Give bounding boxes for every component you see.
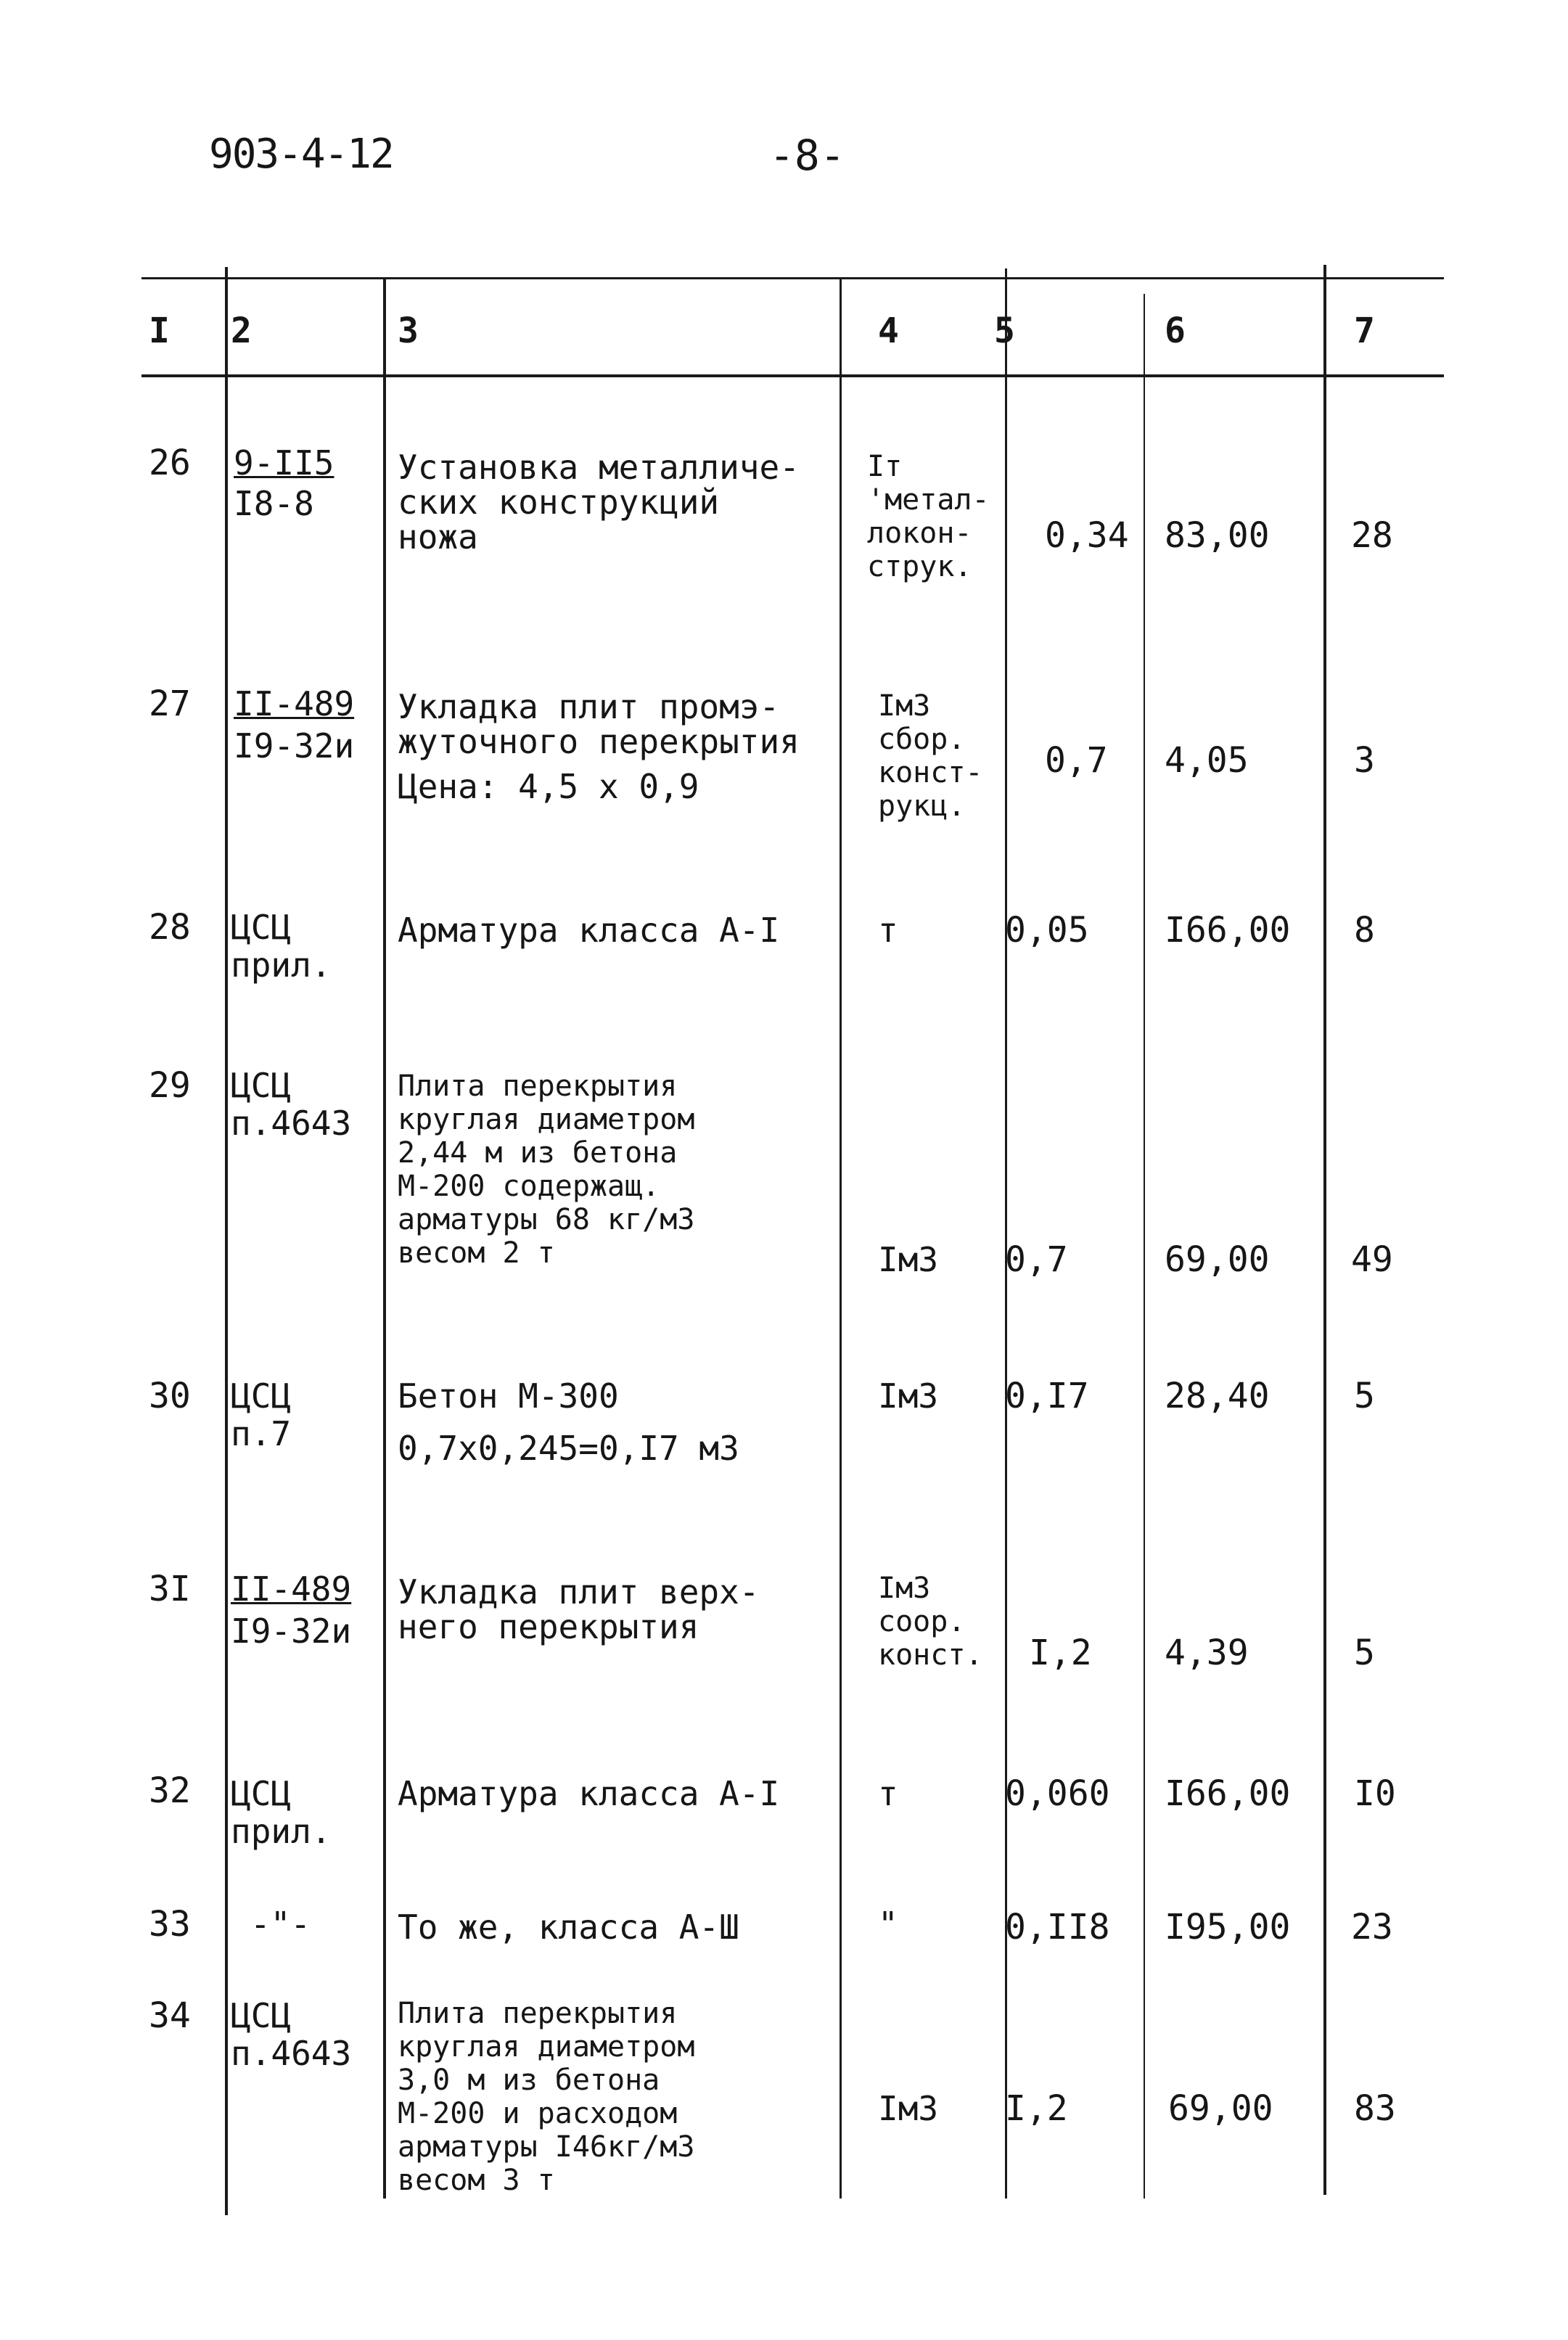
- col-header-1: I: [149, 311, 170, 351]
- norm-code-top: ЦСЦ: [231, 1996, 292, 2035]
- quantity: 0,060: [1005, 1773, 1110, 1814]
- work-description: Арматура класса А-I: [398, 911, 780, 950]
- row-number: 34: [149, 1995, 191, 2036]
- unit: ": [878, 1905, 898, 1944]
- unit: IмЗ: [878, 2089, 939, 2128]
- unit: IмЗ: [878, 1376, 939, 1416]
- total-cost: 83: [1354, 2088, 1396, 2129]
- unit-price: 69,00: [1165, 1239, 1270, 1280]
- quantity: 0,05: [1005, 910, 1089, 951]
- norm-code-top: ЦСЦ: [231, 1774, 292, 1813]
- quantity: I,2: [1005, 2088, 1068, 2129]
- quantity: 0,I7: [1005, 1376, 1089, 1416]
- col-header-3: 3: [398, 311, 419, 351]
- norm-code-bottom: прил.: [231, 1812, 332, 1851]
- header-bottom-rule: [141, 374, 1444, 377]
- norm-code-top: II-489: [231, 1569, 352, 1609]
- unit-price: 28,40: [1165, 1376, 1270, 1416]
- unit-price: 4,39: [1165, 1633, 1249, 1673]
- col-header-2: 2: [231, 311, 252, 351]
- norm-code-top: -"-: [250, 1905, 311, 1944]
- row-number: 28: [149, 907, 191, 948]
- unit-price: I66,00: [1165, 1773, 1291, 1814]
- col-divider-2: [383, 279, 386, 2199]
- col-header-4: 4: [878, 311, 899, 351]
- unit-price: 83,00: [1165, 515, 1270, 556]
- row-number: 29: [149, 1065, 191, 1106]
- unit: Iт 'метал- локон- струк.: [867, 450, 990, 583]
- norm-code-bottom: I8-8: [234, 484, 314, 523]
- norm-code-bottom: I9-32и: [231, 1612, 352, 1651]
- top-rule: [141, 277, 1444, 279]
- total-cost: 5: [1354, 1376, 1375, 1416]
- total-cost: 5: [1354, 1633, 1375, 1673]
- norm-code-bottom: п.7: [231, 1414, 292, 1453]
- norm-code-top: II-489: [234, 684, 355, 723]
- norm-code-top: ЦСЦ: [231, 908, 292, 947]
- row-number: 26: [149, 443, 191, 483]
- unit: т: [878, 1774, 898, 1813]
- unit: т: [878, 911, 898, 950]
- page-number: -8-: [769, 131, 845, 180]
- col-divider-6: [1323, 265, 1326, 2195]
- row-number: 33: [149, 1904, 191, 1945]
- col-divider-3: [840, 279, 842, 2199]
- total-cost: 3: [1354, 740, 1375, 781]
- col-header-5: 5: [994, 311, 1015, 351]
- col-header-6: 6: [1165, 311, 1186, 351]
- total-cost: 8: [1354, 910, 1375, 951]
- work-description: То же, класса А-Ш: [398, 1908, 739, 1947]
- unit: IмЗ сбор. конст- рукц.: [878, 689, 983, 823]
- row-number: 32: [149, 1770, 191, 1811]
- unit-price: I66,00: [1165, 910, 1291, 951]
- norm-code-bottom: I9-32и: [234, 726, 355, 765]
- col-divider-5: [1144, 294, 1145, 2199]
- unit-price: I95,00: [1165, 1907, 1291, 1947]
- work-description: Плита перекрытия круглая диаметром 3,0 м из бетона М-200 и расходом арматуры I46кг/мЗ весом 3 т: [398, 1997, 695, 2197]
- unit: IмЗ соор. конст.: [878, 1572, 983, 1672]
- norm-code-top: ЦСЦ: [231, 1376, 292, 1416]
- norm-code-top: 9-II5: [234, 443, 334, 483]
- quantity: 0,II8: [1005, 1907, 1110, 1947]
- row-number: 27: [149, 683, 191, 724]
- row-number: 3I: [149, 1569, 191, 1609]
- work-description: Установка металличе- ских конструкций ножа: [398, 448, 800, 557]
- quantity: 0,7: [1005, 1239, 1068, 1280]
- quantity: 0,34: [1045, 515, 1129, 556]
- col-divider-1: [225, 267, 228, 2215]
- unit-price: 69,00: [1168, 2088, 1273, 2129]
- quantity: I,2: [1029, 1633, 1092, 1673]
- total-cost: I0: [1354, 1773, 1396, 1814]
- document-code: 903-4-12: [209, 131, 393, 178]
- col-header-7: 7: [1354, 311, 1375, 351]
- total-cost: 23: [1351, 1907, 1393, 1947]
- work-description: Бетон М-300 0,7x0,245=0,I7 мЗ: [398, 1376, 739, 1468]
- norm-code-bottom: прил.: [231, 945, 332, 985]
- row-number: 30: [149, 1376, 191, 1416]
- norm-code-bottom: п.4643: [231, 2034, 352, 2073]
- total-cost: 49: [1351, 1239, 1393, 1280]
- quantity: 0,7: [1045, 740, 1108, 781]
- work-description: Укладка плит промэ- жуточного перекрытия Цена: 4,5 x 0,9: [398, 687, 800, 806]
- norm-code-bottom: п.4643: [231, 1104, 352, 1143]
- unit: IмЗ: [878, 1240, 939, 1279]
- work-description: Укладка плит верх- него перекрытия: [398, 1572, 760, 1646]
- total-cost: 28: [1351, 515, 1393, 556]
- work-description: Арматура класса А-I: [398, 1774, 780, 1813]
- work-description: Плита перекрытия круглая диаметром 2,44 м из бетона М-200 содержащ. арматуры 68 кг/мЗ весом 2 т: [398, 1070, 695, 1270]
- unit-price: 4,05: [1165, 740, 1249, 781]
- norm-code-top: ЦСЦ: [231, 1066, 292, 1105]
